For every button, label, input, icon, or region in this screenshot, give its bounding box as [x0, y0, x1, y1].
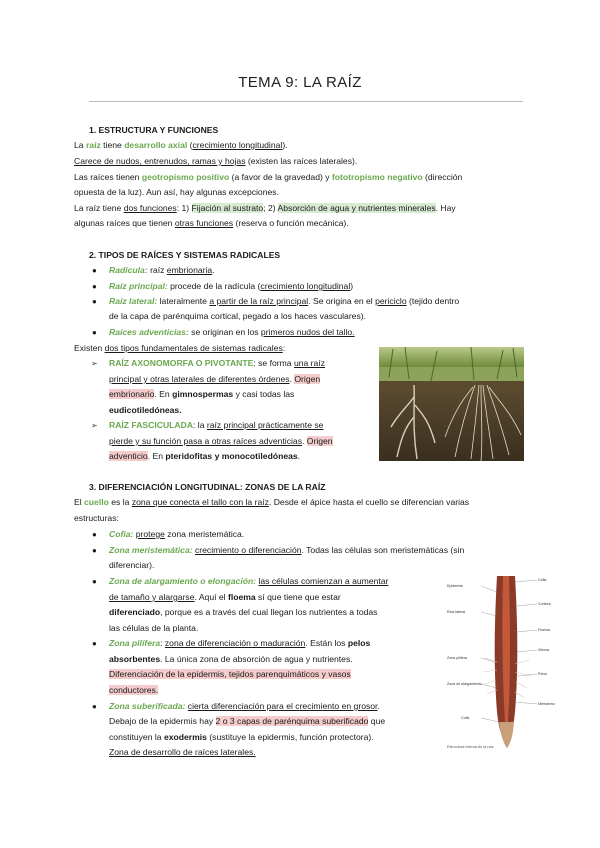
s2-fasciculada-3: adventicio. En pteridofitas y monocotiledóneas.	[109, 451, 301, 461]
diagram-label-left-5: Cofia	[461, 716, 470, 720]
s2-fasciculada-2: pierde y su función pasa a otras raíces adventicias. Origen	[109, 436, 333, 446]
title-rule	[89, 101, 523, 102]
s3-alargamiento-3: diferenciado, porque es a través del cual llegan los nutrientes a todas	[109, 607, 378, 617]
s1-line-4: opuesta de la luz). Aun así, hay algunas excepciones.	[74, 187, 279, 197]
arrow-icon: ➢	[91, 359, 98, 368]
s1-line-1: La raíz tiene desarrollo axial (crecimiento longitudinal).	[74, 140, 288, 150]
s2-bullet-4: Raíces adventicias: se originan en los primeros nudos del tallo.	[109, 327, 355, 337]
s2-bullet-3b: de la capa de parénquima cortical, pegado a los haces vasculares).	[109, 311, 367, 321]
diagram-label-right-4: Xilema	[538, 648, 549, 652]
bullet-icon: ●	[92, 328, 97, 337]
s3-suberificada-4: Zona de desarrollo de raíces laterales.	[109, 747, 256, 757]
diagram-caption: Estructura interna de la raíz	[447, 745, 494, 749]
diagram-label-left-1: Epidermis	[447, 584, 463, 588]
s3-suberificada-3: constituyen la exodermis (sustituye la epidermis, función protectora).	[109, 732, 374, 742]
bullet-icon: ●	[92, 530, 97, 539]
s3-suberificada-1: Zona suberificada: cierta diferenciación para el crecimiento en grosor.	[109, 701, 380, 711]
s3-line-1: El cuello es la zona que conecta el tallo con la raíz. Desde el ápice hasta el cuello se diferencian varias	[74, 497, 470, 507]
s2-bullet-3a: Raíz lateral: lateralmente a partir de la raíz principal. Se origina en el periciclo (tejido dentro	[109, 296, 460, 306]
diagram-label-right-1: Cofia	[538, 578, 547, 582]
s1-line-5: La raíz tiene dos funciones: 1) Fijación al sustrato; 2) Absorción de agua y nutrientes minerales. Hay	[74, 203, 456, 213]
s2-axonomorfa-1: RAÍZ AXONOMORFA O PIVOTANTE: se forma una raíz	[109, 358, 325, 368]
s3-alargamiento-2: de tamaño y alargarse. Aquí el floema sí que tiene que estar	[109, 592, 341, 602]
s3-pilifera-3: Diferenciación de la epidermis, tejidos parenquimáticos y vasos	[109, 669, 351, 679]
s3-cofia: Cofia: protege zona meristemática.	[109, 529, 245, 539]
section-3-heading: 3. DIFERENCIACIÓN LONGITUDINAL: ZONAS DE LA RAÍZ	[89, 482, 326, 492]
s3-alargamiento-1: Zona de alargamiento o elongación: las células comienzan a aumentar	[109, 576, 389, 586]
diagram-label-right-5: Pelos	[538, 672, 547, 676]
bullet-icon: ●	[92, 546, 97, 555]
diagram-label-left-2: Raíz lateral	[447, 610, 466, 614]
s2-axonomorfa-2: principal y otras laterales de diferentes órdenes. Origen	[109, 374, 321, 384]
s2-axonomorfa-3: embrionario. En gimnospermas y casi todas las	[109, 389, 295, 399]
s3-meristematica-2: diferenciar).	[109, 560, 155, 570]
s2-fasciculada-1: RAÍZ FASCICULADA: la raíz principal prácticamente se	[109, 420, 324, 430]
s3-meristematica-1: Zona meristemática: crecimiento o diferenciación. Todas las células son meristemáticas (sin	[109, 545, 465, 555]
section-2-heading: 2. TIPOS DE RAÍCES Y SISTEMAS RADICALES	[89, 250, 281, 260]
s3-pilifera-4: conductores.	[109, 685, 159, 695]
arrow-icon: ➢	[91, 421, 98, 430]
section-1-heading: 1. ESTRUCTURA Y FUNCIONES	[89, 125, 219, 135]
diagram-label-right-3: Floema	[538, 628, 550, 632]
bullet-icon: ●	[92, 297, 97, 306]
s3-alargamiento-4: las células de la planta.	[109, 623, 199, 633]
bullet-icon: ●	[92, 702, 97, 711]
s1-line-3: Las raíces tienen geotropismo positivo (a favor de la gravedad) y fototropismo negativo (dirección	[74, 172, 463, 182]
s3-line-2: estructuras:	[74, 513, 119, 523]
bullet-icon: ●	[92, 639, 97, 648]
s2-bullet-2: Raíz principal: procede de la radícula (crecimiento longitudinal)	[109, 281, 354, 291]
bullet-icon: ●	[92, 282, 97, 291]
s3-pilifera-1: Zona pilífera: zona de diferenciación o maduración. Están los pelos	[109, 638, 371, 648]
diagram-label-right-2: Corteza	[538, 602, 551, 606]
diagram-label-right-6: Meristemo	[538, 702, 555, 706]
root-systems-photo	[379, 347, 524, 461]
s2-axonomorfa-4: eudicotiledóneas.	[109, 405, 182, 415]
bullet-icon: ●	[92, 577, 97, 586]
page-title: TEMA 9: LA RAÍZ	[238, 74, 362, 91]
bullet-icon: ●	[92, 266, 97, 275]
s2-intro: Existen dos tipos fundamentales de sistemas radicales:	[74, 343, 286, 353]
diagram-label-left-3: Zona pilífera	[447, 656, 467, 660]
s1-line-6: algunas raíces que tienen otras funciones (reserva o función mecánica).	[74, 218, 349, 228]
s2-bullet-1: Radícula: raíz embrionaria.	[109, 265, 215, 275]
s3-pilifera-2: absorbentes. La única zona de absorción de agua y nutrientes.	[109, 654, 353, 664]
s1-line-2: Carece de nudos, entrenudos, ramas y hojas (existen las raíces laterales).	[74, 156, 358, 166]
diagram-label-left-4: Zona de alargamiento	[447, 682, 482, 686]
root-anatomy-diagram	[445, 572, 555, 750]
s3-suberificada-2: Debajo de la epidermis hay 2 o 3 capas de parénquima suberificado que	[109, 716, 386, 726]
